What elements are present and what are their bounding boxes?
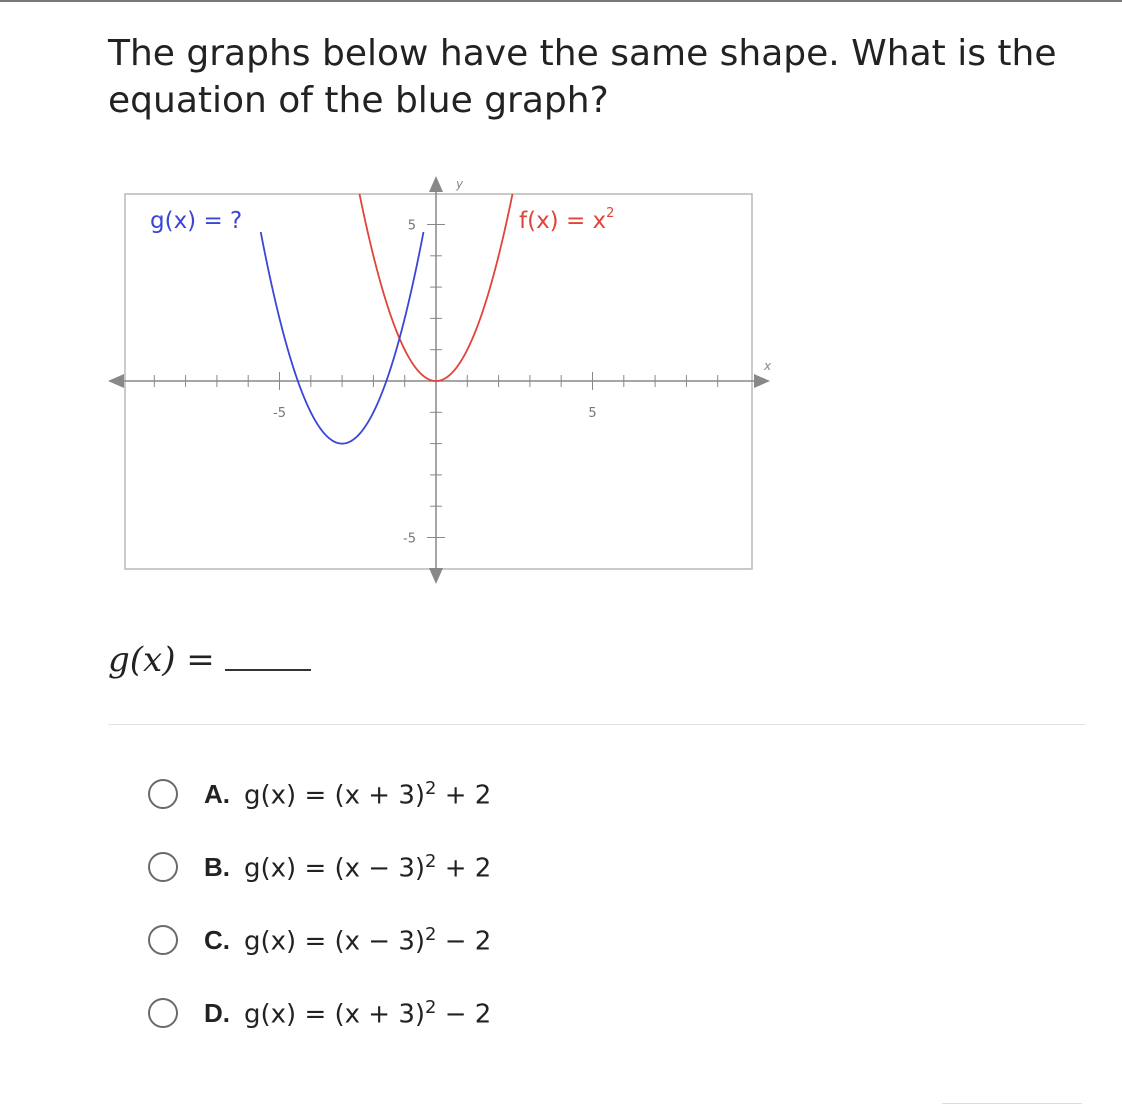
choice-c-letter: C. xyxy=(204,924,230,955)
answer-blank xyxy=(225,641,311,671)
question-text xyxy=(108,30,1068,124)
x-axis-label: x xyxy=(764,359,772,373)
question-line-1: The graphs below have the same shape. What is the xyxy=(108,33,1057,74)
y-axis-up-arrow xyxy=(429,176,443,192)
choice-d-letter: D. xyxy=(204,997,230,1028)
choice-a-letter: A. xyxy=(204,778,230,809)
blue-graph-label: g(x) = ? xyxy=(150,208,243,234)
graph-svg xyxy=(100,170,790,590)
tick-label-y-neg5: -5 xyxy=(403,531,416,547)
tick-label-x-neg5: -5 xyxy=(273,406,286,421)
radio-button-c[interactable] xyxy=(148,925,178,955)
y-axis-label: y xyxy=(456,177,464,191)
choice-d[interactable] xyxy=(148,991,491,1035)
tick-label-y-5: 5 xyxy=(407,218,416,234)
x-axis-left-arrow xyxy=(108,374,124,388)
choice-c[interactable] xyxy=(148,918,491,962)
choice-a[interactable] xyxy=(148,772,491,816)
graph xyxy=(100,170,790,590)
y-axis-down-arrow xyxy=(429,568,443,584)
answer-prefix: g(x) = xyxy=(108,640,215,680)
tick-label-x-5: 5 xyxy=(588,406,597,421)
x-axis-right-arrow xyxy=(754,374,770,388)
radio-button-b[interactable] xyxy=(148,852,178,882)
red-graph-label: $f(x) = x^2$ xyxy=(519,206,615,234)
question-line-2: equation of the blue graph? xyxy=(108,80,609,121)
choice-b-letter: B. xyxy=(204,851,230,882)
choice-a-equation: $g(x) = (x + 3)^2 + 2$ xyxy=(244,777,492,811)
top-divider xyxy=(0,0,1122,2)
bottom-divider xyxy=(942,1103,1082,1104)
choice-c-equation: $g(x) = (x - 3)^2 - 2$ xyxy=(244,923,492,957)
radio-button-a[interactable] xyxy=(148,779,178,809)
answer-line xyxy=(108,640,311,680)
choice-b-equation: $g(x) = (x - 3)^2 + 2$ xyxy=(244,850,492,884)
choice-d-equation: $g(x) = (x + 3)^2 - 2$ xyxy=(244,996,492,1030)
choice-b[interactable] xyxy=(148,845,491,889)
divider xyxy=(108,724,1086,725)
radio-button-d[interactable] xyxy=(148,998,178,1028)
